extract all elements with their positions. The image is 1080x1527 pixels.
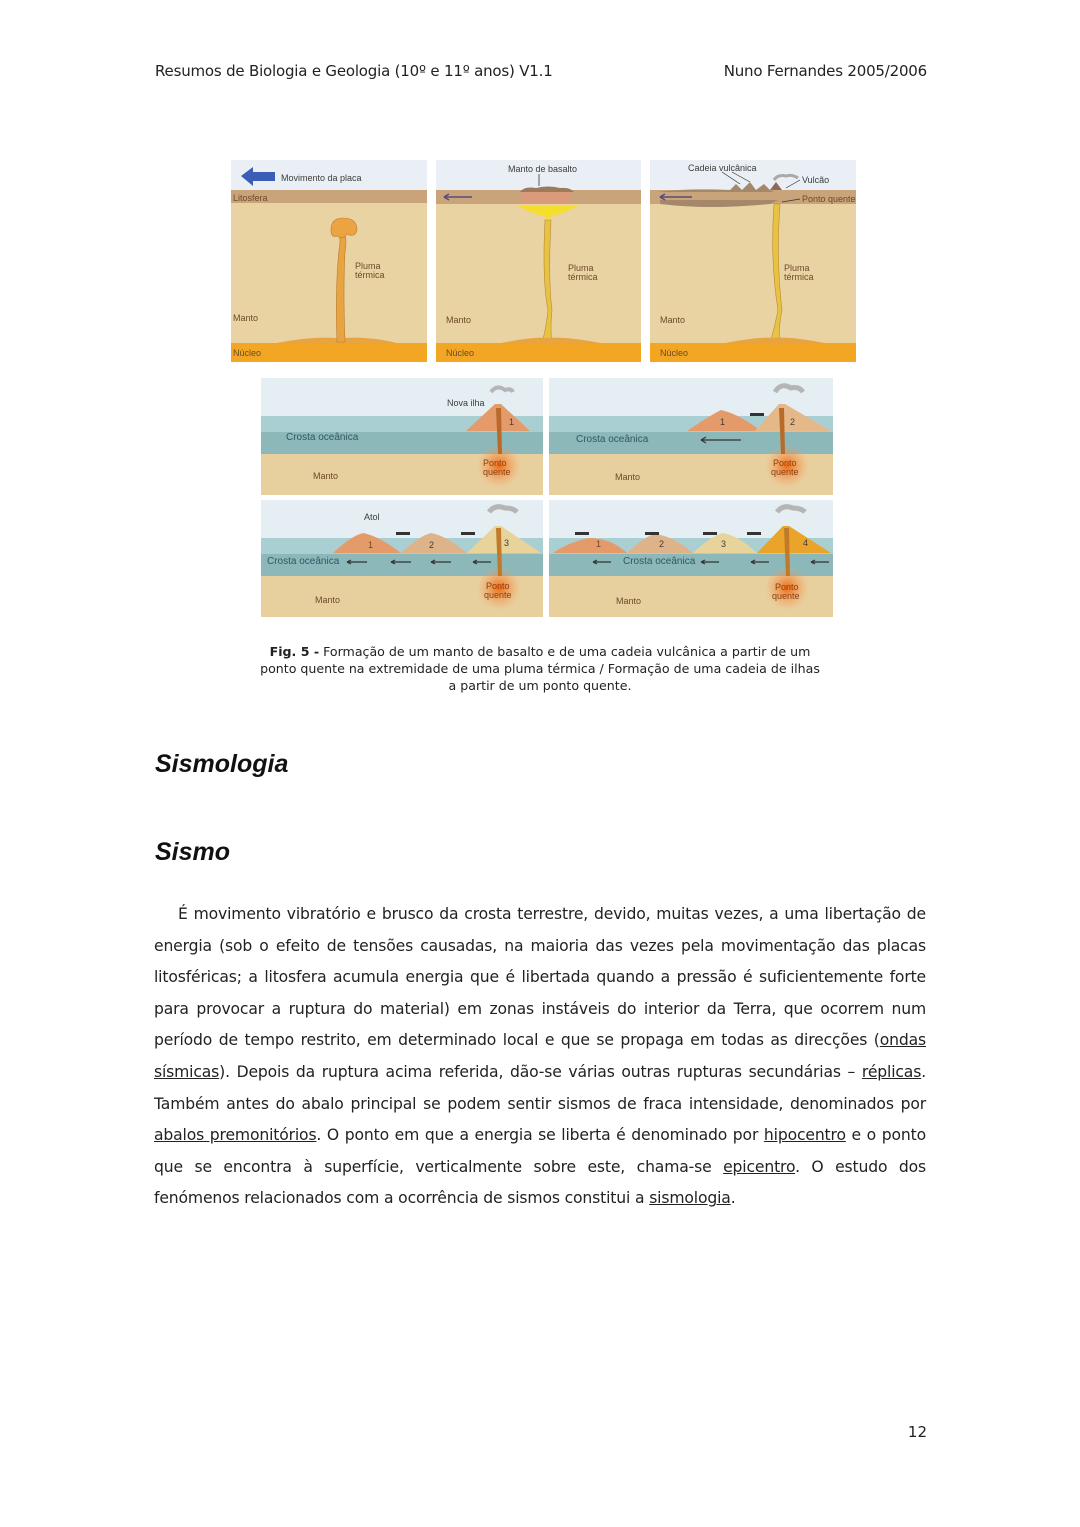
text-run: É movimento vibratório e brusco da crosta terrestre, devido, muitas vezes, a uma libertação de energia (sob o efeito de tensões causadas, na maioria das vezes pela movimentação das placas litosféricas; a litosfera acumula energia que é libertada quando a pressão é suficientemente forte para provocar a ruptura do material) em zonas instáveis do interior da Terra, que ocorrem num período de tempo restrito, em determinado local e que se propaga em todas as direcções ( <box>154 905 926 1050</box>
label-plume: Pluma <box>568 263 594 273</box>
panel-plume-start <box>231 160 427 362</box>
label-volcanic-chain: Cadeia vulcânica <box>688 163 757 173</box>
label-hotspot: Ponto quente <box>802 194 856 204</box>
basalt-illustration <box>436 160 641 362</box>
island-number-2: 2 <box>429 540 435 550</box>
label-oceanic-crust: Crosta oceânica <box>286 432 359 443</box>
label-new-island: Nova ilha <box>447 398 485 408</box>
label-lithosphere: Litosfera <box>233 193 268 203</box>
label-plume-2: térmica <box>355 270 385 280</box>
label-oceanic-crust: Crosta oceânica <box>576 434 649 445</box>
label-mantle: Manto <box>615 472 641 482</box>
label-oceanic-crust: Crosta oceânica <box>267 556 340 567</box>
label-mantle: Manto <box>660 315 686 325</box>
label-mantle: Manto <box>446 315 472 325</box>
label-mantle: Manto <box>315 595 341 605</box>
label-hotspot-2: quente <box>772 591 800 601</box>
label-plume-2: térmica <box>568 272 598 282</box>
text-run: . Também antes do abalo principal se podem sentir sismos de fraca intensidade, denominados por <box>154 1062 926 1113</box>
text-run: e o ponto que se encontra à superfície, verticalmente sobre este, chama-se <box>154 1126 926 1176</box>
label-core: Núcleo <box>660 348 689 358</box>
island-number-1: 1 <box>596 539 602 549</box>
label-hotspot-2: quente <box>484 590 512 600</box>
label-basalt: Manto de basalto <box>508 164 578 174</box>
panel-two-islands <box>549 378 833 495</box>
island-number: 1 <box>509 417 515 427</box>
term-hypocenter: hipocentro <box>763 1126 846 1145</box>
page-number: 12 <box>907 1423 927 1441</box>
panel-island-chain <box>549 500 833 617</box>
panel-new-island <box>261 378 543 495</box>
island-number-3: 3 <box>504 538 510 548</box>
subsection-heading: Sismo <box>155 838 231 866</box>
caption-label: Fig. 5 - <box>269 644 320 659</box>
term-foreshocks: abalos premonitórios <box>154 1126 317 1145</box>
term-seismology: sismologia <box>649 1189 731 1208</box>
label-plume: Pluma <box>784 263 810 273</box>
label-oceanic-crust: Crosta oceânica <box>623 556 696 567</box>
island-number-4: 4 <box>803 538 809 548</box>
text-run: . O ponto em que a energia se liberta é denominado por <box>316 1126 764 1145</box>
caption-line-3: a partir de um ponto quente. <box>448 678 632 693</box>
label-mantle: Manto <box>616 596 642 606</box>
label-volcano: Vulcão <box>802 175 830 185</box>
island-number-2: 2 <box>659 539 665 549</box>
label-hotspot: Ponto <box>486 581 510 591</box>
term-epicenter: epicentro <box>723 1157 796 1176</box>
island-number-2: 2 <box>790 417 796 427</box>
label-core: Núcleo <box>446 348 475 358</box>
text-run: . O estudo dos fenómenos relacionados com a ocorrência de sismos constitui a <box>154 1157 926 1208</box>
island-number-1: 1 <box>368 540 374 550</box>
label-plate-motion: Movimento da placa <box>281 173 362 183</box>
label-plume: Pluma <box>355 261 381 271</box>
section-heading: Sismologia <box>155 750 289 778</box>
page-header <box>155 62 927 84</box>
plume-start-illustration <box>231 160 427 362</box>
term-aftershocks: réplicas <box>861 1062 922 1081</box>
label-hotspot-2: quente <box>483 467 511 477</box>
label-hotspot: Ponto <box>775 582 799 592</box>
label-atoll: Atol <box>364 512 380 522</box>
island-number-1: 1 <box>720 417 726 427</box>
panel-volcanic-chain <box>650 160 856 362</box>
panel-basalt <box>436 160 641 362</box>
label-hotspot: Ponto <box>773 458 797 468</box>
header-author: Nuno Fernandes 2005/2006 <box>723 62 927 80</box>
label-hotspot: Ponto <box>483 458 507 468</box>
text-run: ). Depois da ruptura acima referida, dão-se várias outras rupturas secundárias – <box>219 1062 862 1081</box>
label-mantle: Manto <box>313 471 339 481</box>
figure-caption <box>240 643 840 694</box>
label-plume-2: térmica <box>784 272 814 282</box>
label-hotspot-2: quente <box>771 467 799 477</box>
label-mantle: Manto <box>233 313 259 323</box>
label-core: Núcleo <box>233 348 262 358</box>
header-title: Resumos de Biologia e Geologia (10º e 11º anos) V1.1 <box>155 62 553 80</box>
body-paragraph <box>154 899 926 1215</box>
volcanic-chain-illustration <box>650 160 856 362</box>
caption-line-2: ponto quente na extremidade de uma pluma térmica / Formação de uma cadeia de ilhas <box>260 661 820 676</box>
panel-atoll <box>261 500 543 617</box>
term-seismic-waves: ondas sísmicas <box>154 1031 926 1081</box>
island-number-3: 3 <box>721 539 727 549</box>
caption-line-1: Formação de um manto de basalto e de uma cadeia vulcânica a partir de um <box>319 644 811 659</box>
text-run: . <box>730 1189 736 1208</box>
